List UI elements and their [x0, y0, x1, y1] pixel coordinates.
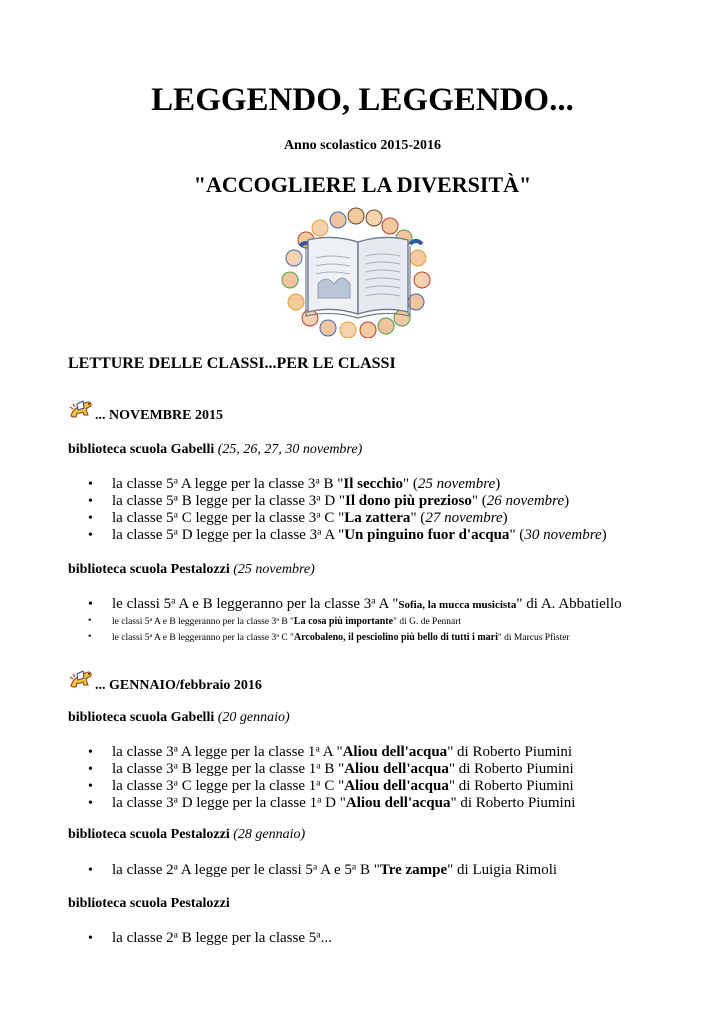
- reading-list: [68, 476, 607, 544]
- list-item: • la classe 3$^a$ C legge per la classe 1$^a$ C "Aliou dell'acqua" di Roberto Piumini: [68, 778, 575, 795]
- list-item: • la classe 5$^a$ A legge per la classe 3$^a$ B "Il secchio" (25 novembre): [68, 476, 607, 493]
- reading-list: [68, 862, 557, 879]
- library-name: biblioteca scuola Pestalozzi: [68, 562, 230, 577]
- list-item: • la classe 5$^a$ D legge per la classe 3$^a$ A "Un pinguino fuor d'acqua" (30 novembre): [68, 527, 607, 544]
- library-dates: (20 gennaio): [217, 710, 290, 725]
- book-title: Un pinguino fuor d'acqua: [344, 527, 510, 543]
- book-title: Sofia, la mucca musicista: [398, 599, 517, 611]
- library-name: biblioteca scuola Pestalozzi: [68, 827, 230, 842]
- reading-list: [68, 744, 575, 812]
- dinosaur-reading-icon: [68, 666, 94, 692]
- list-item: • la classe 3$^a$ B legge per la classe 1$^a$ B "Aliou dell'acqua" di Roberto Piumini: [68, 761, 575, 778]
- book-title: Arcobaleno, il pesciolino più bello di tutti i mari: [293, 632, 498, 643]
- dinosaur-reading-icon: [68, 396, 94, 422]
- library-dates: (25, 26, 27, 30 novembre): [217, 442, 363, 457]
- month-marker-november: [68, 396, 368, 424]
- book-title: Il secchio: [343, 476, 403, 492]
- book-title: Aliou dell'acqua: [345, 795, 451, 811]
- book-title: Aliou dell'acqua: [344, 778, 449, 794]
- list-item: • le classi 5$^a$ A e B leggeranno per la classe 3$^a$ A "Sofia, la mucca musicista" di A. Abbatiello: [68, 596, 622, 614]
- motto-heading: "ACCOGLIERE LA DIVERSITÀ": [193, 172, 532, 197]
- list-item: • la classe 5$^a$ B legge per la classe 3$^a$ D "Il dono più prezioso" (26 novembre): [68, 493, 607, 510]
- library-heading: [68, 562, 315, 578]
- reading-list: [68, 930, 332, 947]
- document-title: LEGGENDO, LEGGENDO...: [151, 82, 574, 118]
- open-book: [306, 237, 410, 318]
- month-label: ... NOVEMBRE 2015: [95, 408, 223, 423]
- book-title: Aliou dell'acqua: [342, 744, 448, 760]
- list-item: • la classe 3$^a$ D legge per la classe 1$^a$ D "Aliou dell'acqua" di Roberto Piumini: [68, 795, 575, 812]
- list-item: • le classi 5$^a$ A e B leggeranno per la classe 3$^a$ B "La cosa più importante" di G. de Pennart: [68, 614, 622, 630]
- month-marker-january: [68, 666, 368, 694]
- reading-list: [68, 596, 622, 646]
- library-dates: (25 novembre): [233, 562, 315, 577]
- book-title: La zattera: [344, 510, 411, 526]
- list-item: • la classe 2$^a$ A legge per le classi 5$^a$ A e 5$^a$ B "Tre zampe" di Luigia Rimoli: [68, 862, 557, 879]
- month-label: ... GENNAIO/febbraio 2016: [95, 678, 262, 693]
- book-title: Tre zampe: [379, 862, 448, 878]
- list-item: • la classe 2$^a$ B legge per la classe 5$^a$...: [68, 930, 332, 947]
- book-title: La cosa più importante: [293, 616, 394, 627]
- list-item: • le classi 5$^a$ A e B leggeranno per la classe 3$^a$ C "Arcobaleno, il pesciolino più bello di tutti i mari" di Marcus Pfister: [68, 630, 622, 646]
- library-heading: [68, 710, 290, 726]
- book-title: Il dono più prezioso: [345, 493, 472, 509]
- library-dates: (28 gennaio): [233, 827, 306, 842]
- book-title: Aliou dell'acqua: [344, 761, 449, 777]
- list-item: • la classe 5$^a$ C legge per la classe 3$^a$ C "La zattera" (27 novembre): [68, 510, 607, 527]
- school-year: Anno scolastico 2015-2016: [283, 138, 442, 153]
- library-name: biblioteca scuola Pestalozzi: [68, 896, 230, 911]
- library-heading: [68, 442, 362, 458]
- library-heading: [68, 827, 305, 843]
- library-heading: [68, 896, 230, 912]
- library-name: biblioteca scuola Gabelli: [68, 442, 215, 457]
- list-item: • la classe 3$^a$ A legge per la classe 1$^a$ A "Aliou dell'acqua" di Roberto Piumini: [68, 744, 575, 761]
- children-around-book-illustration: [270, 206, 452, 338]
- library-name: biblioteca scuola Gabelli: [68, 710, 215, 725]
- section-heading: LETTURE DELLE CLASSI...PER LE CLASSI: [68, 355, 396, 372]
